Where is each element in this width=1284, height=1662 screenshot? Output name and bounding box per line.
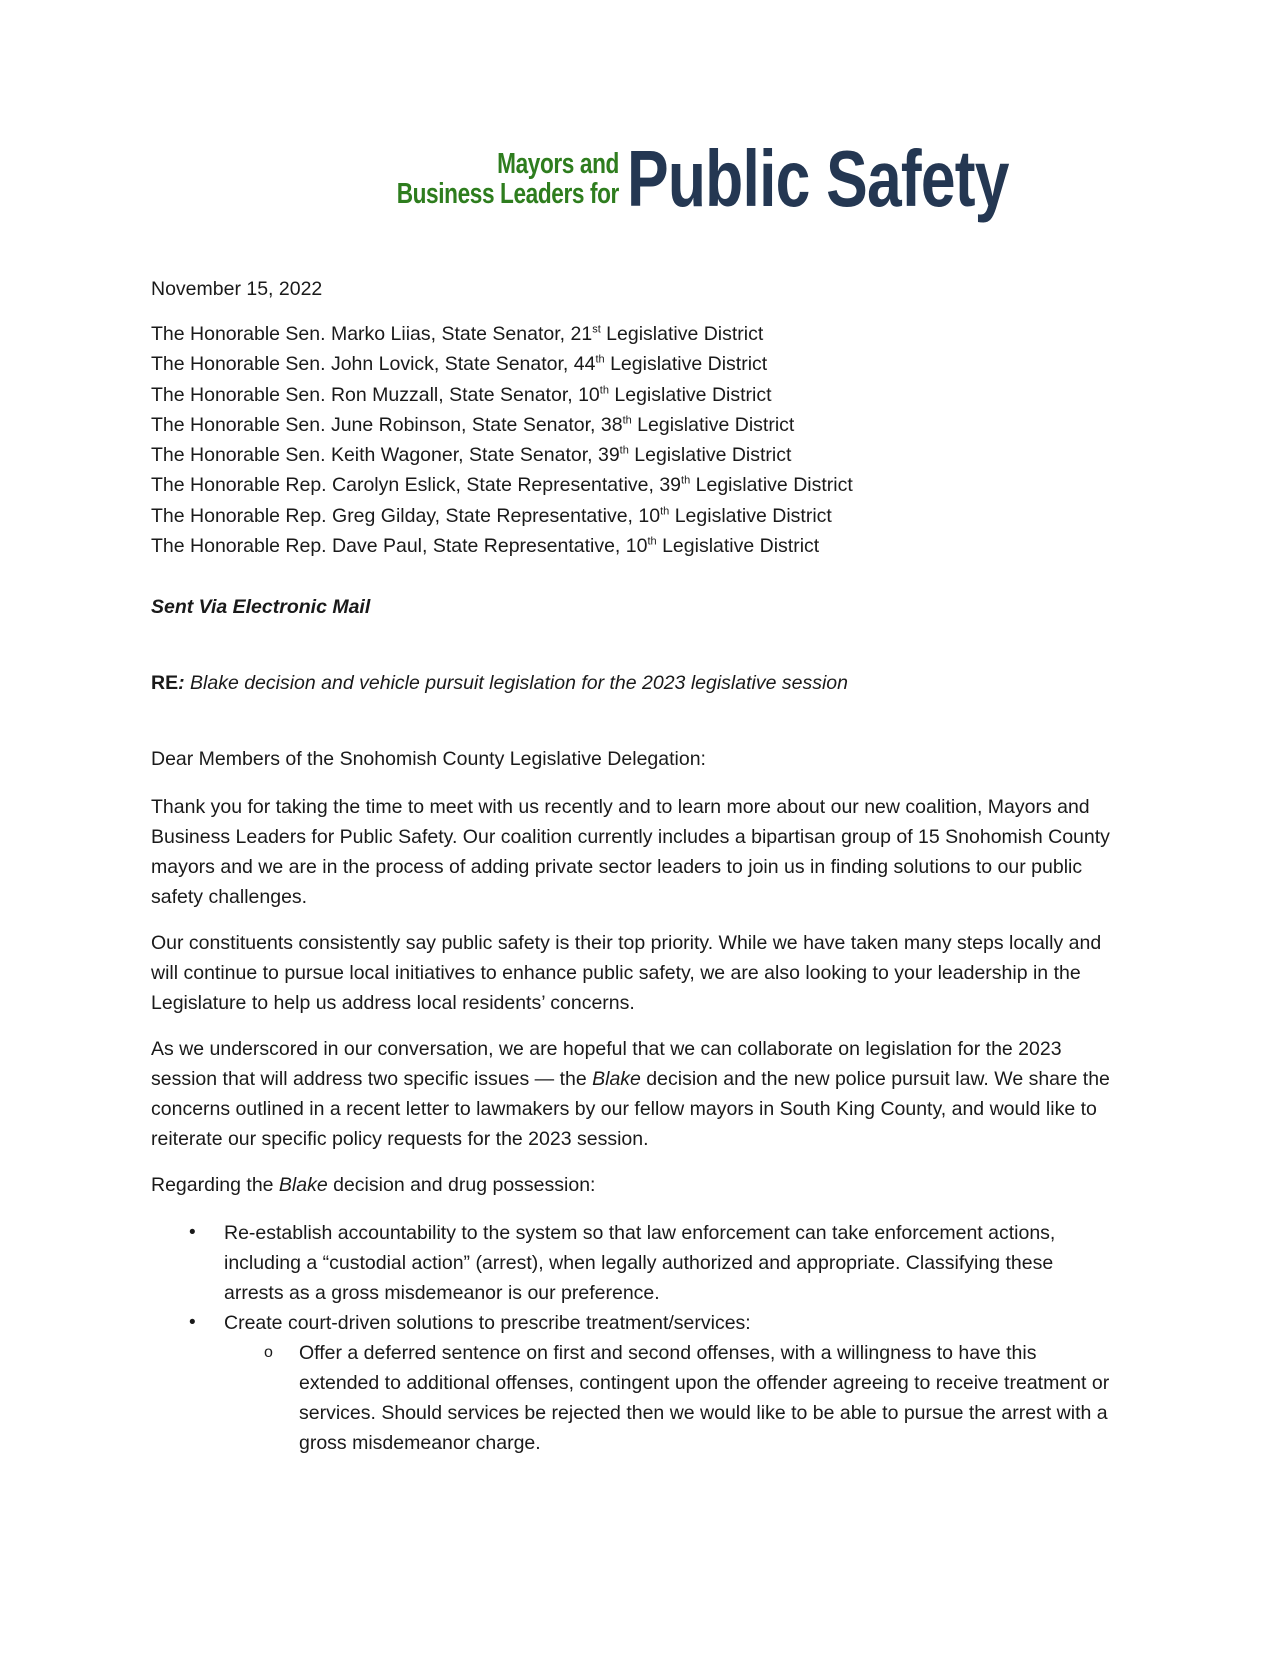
letter-body [151, 792, 1131, 1216]
re-line: RE: Blake decision and vehicle pursuit legislation for the 2023 legislative session [151, 672, 848, 694]
body-paragraph: As we underscored in our conversation, we are hopeful that we can collaborate on legislation for the 2023 session that will address two specific issues — the Blake decision and the new police pursuit law. We share the concerns outlined in a recent letter to lawmakers by our fellow mayors in South King County, and would like to reiterate our specific policy requests for the 2023 session. [151, 1038, 1110, 1150]
logo-line-2: Business Leaders for [396, 178, 619, 210]
recipient-line: The Honorable Sen. Ron Muzzall, State Senator, 10th Legislative District [151, 383, 772, 406]
sub-list-item [151, 1338, 1111, 1458]
sub-list-item-text: Offer a deferred sentence on first and second offenses, with a willingness to have this extended to additional offenses, contingent upon the offender agreeing to receive treatment or services. Should services be rejected then we would like to be able to pursue the arrest with a gross misdemeanor charge. [299, 1342, 1110, 1454]
salutation: Dear Members of the Snohomish County Legislative Delegation: [151, 748, 706, 770]
body-paragraph: Our constituents consistently say public safety is their top priority. While we have taken many steps locally and will continue to pursue local initiatives to enhance public safety, we are also looking to your leadership in the Legislature to help us address local residents’ concerns. [151, 932, 1102, 1014]
list-item [151, 1308, 1111, 1338]
recipient-line: The Honorable Rep. Dave Paul, State Representative, 10th Legislative District [151, 535, 820, 558]
recipient-list [151, 319, 1131, 561]
list-item-text: Re-establish accountability to the system so that law enforcement can take enforcement actions, including a “custodial action” (arrest), when legally authorized and appropriate. Classifying these arrests as a gross misdemeanor is our preference. [224, 1222, 1056, 1304]
body-paragraph: Regarding the Blake decision and drug possession: [151, 1174, 596, 1196]
logo-title: Public Safety [626, 134, 1009, 223]
bullet-icon: • [189, 1312, 196, 1333]
policy-list [151, 1218, 1111, 1458]
recipient-line: The Honorable Sen. John Lovick, State Senator, 44th Legislative District [151, 353, 768, 376]
recipient-line: The Honorable Sen. Keith Wagoner, State Senator, 39th Legislative District [151, 444, 792, 467]
recipient-line: The Honorable Rep. Carolyn Eslick, State Representative, 39th Legislative District [151, 474, 853, 497]
list-item [151, 1218, 1111, 1308]
logo-line-1: Mayors and [497, 148, 619, 180]
list-item-text: Create court-driven solutions to prescribe treatment/services: [224, 1312, 751, 1334]
body-paragraph: Thank you for taking the time to meet with us recently and to learn more about our new coalition, Mayors and Business Leaders for Public Safety. Our coalition currently includes a bipartisan group of 15 Snohomish County mayors and we are in the process of adding private sector leaders to join us in finding solutions to our public safety challenges. [151, 796, 1110, 908]
sent-via-note: Sent Via Electronic Mail [151, 596, 371, 618]
letter-date: November 15, 2022 [151, 278, 323, 300]
logo-subtitle [397, 149, 619, 209]
coalition-logo [334, 134, 1116, 224]
circle-bullet-icon: o [264, 1344, 273, 1361]
recipient-line: The Honorable Sen. June Robinson, State Senator, 38th Legislative District [151, 413, 795, 436]
recipient-line: The Honorable Rep. Greg Gilday, State Representative, 10th Legislative District [151, 504, 832, 527]
bullet-icon: • [189, 1222, 196, 1243]
recipient-line: The Honorable Sen. Marko Liias, State Senator, 21st Legislative District [151, 323, 764, 345]
